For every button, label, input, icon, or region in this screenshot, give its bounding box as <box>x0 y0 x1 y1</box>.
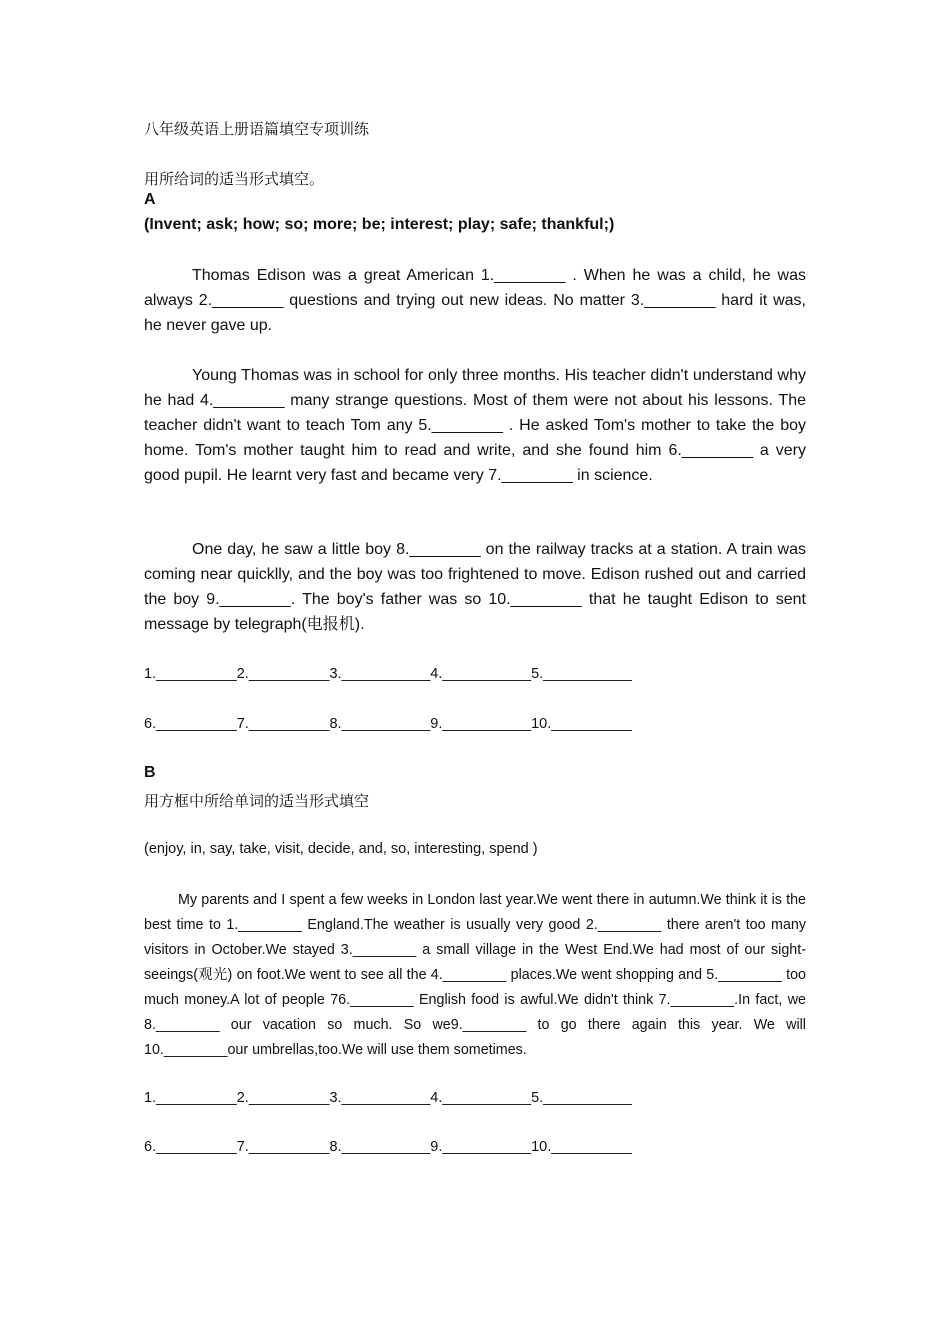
section-a-word-bank: (Invent; ask; how; so; more; be; interest; play; safe; thankful;) <box>144 216 615 233</box>
section-a-paragraph-1: Thomas Edison was a great American 1.________ . When he was a child, he was always 2.________ questions and trying out new ideas. No matter 3.________ hard it was, he never gave up. <box>144 267 806 334</box>
document-title: 八年级英语上册语篇填空专项训练 <box>144 120 370 138</box>
section-b-answer-line-1: 1.__________2.__________3.___________4.___________5.___________ <box>144 1090 632 1106</box>
section-a-paragraph-2: Young Thomas was in school for only three months. His teacher didn't understand why he had 4.________ many strange questions. Most of them were not about his lessons. The teacher didn't want to teach Tom any 5.________ . He asked Tom's mother to take the boy home. Tom's mother taught him to read and write, and she found him 6.________ a very good pupil. He learnt very fast and became very 7.________ in science. <box>144 367 806 484</box>
section-a-instruction: 用所给词的适当形式填空。 <box>144 170 325 188</box>
section-b-instruction: 用方框中所给单词的适当形式填空 <box>144 792 370 810</box>
section-a-paragraph-3: One day, he saw a little boy 8.________ on the railway tracks at a station. A train was coming near quicklly, and the boy was too frightened to move. Edison rushed out and carried the boy 9.________. The boy's father was so 10.________ that he taught Edison to sent message by telegraph(电报机). <box>144 541 806 633</box>
section-b-answer-line-2: 6.__________7.__________8.___________9.___________10.__________ <box>144 1139 632 1155</box>
section-b-label: B <box>144 764 156 781</box>
section-b-paragraph: My parents and I spent a few weeks in London last year.We went there in autumn.We think it is the best time to 1.________ England.The weather is usually very good 2.________ there aren't too many visitors in October.We stayed 3.________ a small village in the West End.We had most of our sight-seeings(观光) on foot.We went to see all the 4.________ places.We went shopping and 5.________ too much money.A lot of people 76.________ English food is awful.We didn't think 7.________.In fact, we 8.________ our vacation so much. So we9.________ to go there again this year. We will 10.________our umbrellas,too.We will use them sometimes. <box>144 892 806 1058</box>
section-a-label: A <box>144 191 156 208</box>
section-a-answer-line-1: 1.__________2.__________3.___________4.___________5.___________ <box>144 666 632 682</box>
section-a-answer-line-2: 6.__________7.__________8.___________9.___________10.__________ <box>144 716 632 732</box>
section-b-word-bank: (enjoy, in, say, take, visit, decide, and, so, interesting, spend ) <box>144 841 538 857</box>
